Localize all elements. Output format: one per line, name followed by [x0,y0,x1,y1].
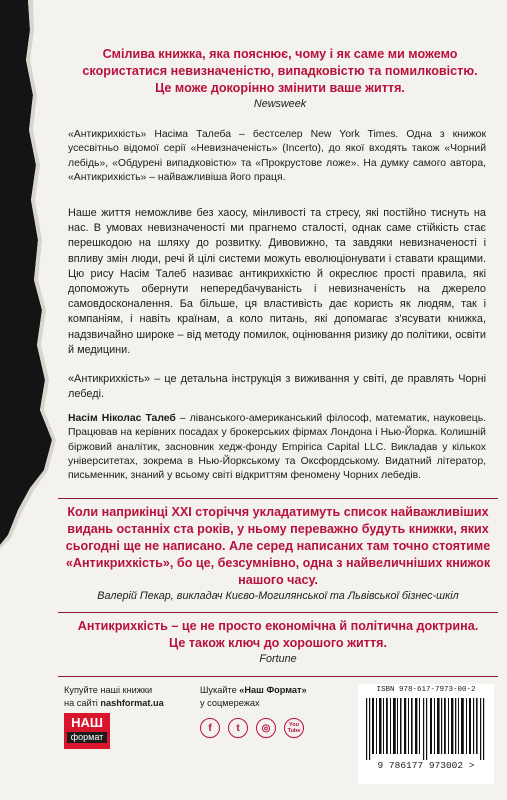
search-line-1: Шукайте «Наш Формат» [200,685,307,695]
quote2-text: Коли наприкінці ХХІ сторіччя укладатимуть список найважливіших видань останніх ста років, у ньому переважно будуть книжки, яких сьогодні ще не написано. Але серед написаних там точно стоятиме «Антикрихкість», бо це, безсумнівно, одна з найвеличніших книжок нашого часу. [65,505,491,587]
barcode-arrow: > [468,760,475,771]
author-name: Насім Ніколас Талеб [68,413,176,424]
top-quote-text: Смілива книжка, яка пояснює, чому і як саме ми можемо скористатися невизначеністю, випадковістю та помилковістю. Це може докорінно змінити ваше життя. [82,47,478,95]
instagram-icon[interactable]: ◎ [256,718,276,738]
torn-black-edge [0,0,60,800]
youtube-icon[interactable]: You Tube [284,718,304,738]
main-paragraph: Наше життя неможливе без хаосу, мінливості та стресу, які постійно тиснуть на нас. В умовах невизначеності ми прагнемо сталості, однак саме стійкість стає перешкодою на шляху до розвитку. Дивовижно, та завдяки невизначеності і впливу змін люди, речі й цілі системи можуть еволюціонувати і ставати кращими. Цю рису Насім Талеб називає антикрихкістю й окреслює прості правила, які допоможуть обернути непередбачуваність і невизначеність на джерело самовдосконалення. Ба більше, ця властивість дає користь як людям, так і компаніям, і навіть країнам, а коло питань, які допомагає з'ясувати книжка, надзвичайно широке – від методу помилок, оцінювання ризику до політики, освіти й медицини. [68,207,486,356]
quote3-block [70,618,486,665]
search-line-2: у соцмережах [200,697,260,708]
author-bio-text: – ліванського-американський філософ, математик, науковець. Працював на керівних посадах у брокерських фірмах Лондона і Нью-Йорка. Колишній біржовий аналітик, засновник хедж-фонду Empirica Capital LLC. Викладав у кількох університетах, зокрема в Нью-Йоркському та Оксфордському. Видатний літератор, письменник, знаний у всьому світі відкриттям феномену Чорних лебедів. [68,413,487,482]
barcode-block [358,684,494,784]
quote3-text: Антикрихкість – це не просто економічна й політична доктрина. Це також ключ до хорошого життя. [77,619,479,650]
intro-paragraph: «Антикрихкість» Насіма Талеба – бестселер New York Times. Одна з книжок усесвітньо відомої серії «Невизначеність» (Incerto), до якої входять також «Чорний лебідь», «Обдурені випадковістю» та «Прокрустове ложе». На думку самого автора, «Антикрихкість» – найважливіша його праця. [68,129,486,183]
buy-line-2: на сайті nashformat.ua [64,697,164,708]
top-quote-source: Newsweek [253,98,307,110]
buy-line-1: Купуйте наші книжки [64,685,153,695]
back-cover-content [58,0,498,800]
divider-3 [58,676,498,677]
search-brand: «Наш Формат» [239,685,307,695]
social-icons [200,718,304,738]
logo-bottom-text: формат [67,732,107,743]
buy-info [64,684,184,709]
manual-paragraph: «Антикрихкість» – це детальна інструкція з виживання у світі, де правлять Чорні лебеді. [68,373,486,401]
buy-site-link[interactable]: nashformat.ua [100,697,164,708]
social-info [200,684,320,709]
quote2-block [62,504,494,602]
quote2-source: Валерій Пекар, викладач Києво-Могилянської та Львівської бізнес-шкіл [97,590,459,602]
quote3-source: Fortune [259,653,297,665]
isbn-text: ISBN 978-617-7973-00-2 [376,686,476,694]
logo-top-text: НАШ [71,715,103,730]
divider-2 [58,612,498,613]
barcode-digits: 9 786177 973002 > [377,760,475,771]
barcode-icon [362,698,490,760]
twitter-icon[interactable]: t [228,718,248,738]
facebook-icon[interactable]: f [200,718,220,738]
top-quote-block [80,46,480,110]
divider-1 [58,498,498,499]
author-bio [68,412,486,483]
nash-format-logo [64,713,110,749]
